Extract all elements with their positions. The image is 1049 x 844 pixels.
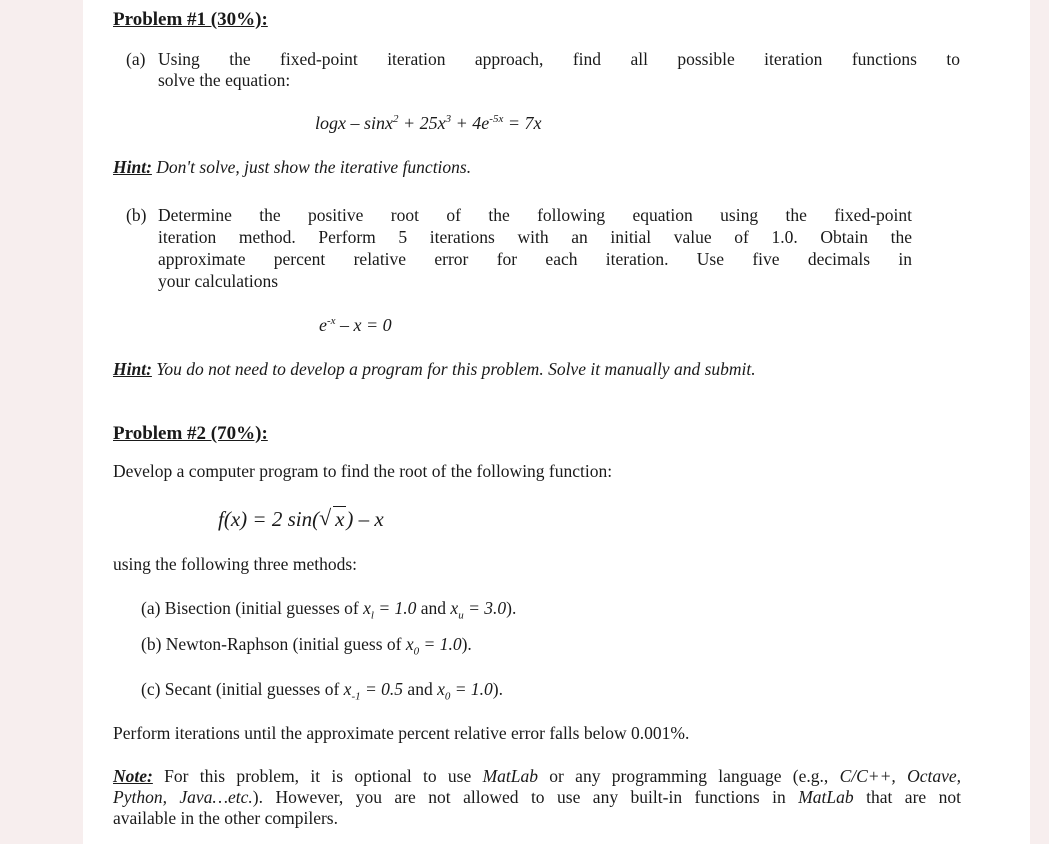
function-definition: f(x) = 2 sin(√ x) – x [218, 507, 384, 532]
part-a-label: (a) [126, 49, 146, 69]
hint-2-label: Hint: [113, 359, 152, 379]
equation-2: $e^{-x} - x = 0$ [319, 315, 392, 335]
part-b-line-3: approximate percent relative error for each iteration. Use five decimals in [158, 249, 912, 269]
note-line-3: available in the other compilers. [113, 808, 338, 828]
part-b-line-2: iteration method. Perform 5 iterations with an initial value of 1.0. Obtain the [158, 227, 912, 247]
part-b-line-1: Determine the positive root of the following equation using the fixed-point [158, 205, 912, 225]
part-a-line-2: solve the equation: [158, 70, 291, 90]
stopping-criterion: Perform iterations until the approximate percent relative error falls below 0.001%. [113, 723, 690, 743]
method-b-newton-raphson: (b) Newton-Raphson (initial guess of $x_0 = 1.0$). [141, 634, 472, 658]
problem-2-intro: Develop a computer program to find the root of the following function: [113, 461, 613, 481]
methods-intro: using the following three methods: [113, 554, 357, 574]
hint-2 [113, 358, 756, 380]
equation-1: $\log x - \sin x^2 + 25x^3 + 4e^{-5x} = 7x$ [315, 113, 542, 133]
problem-2-heading: Problem #2 (70%): [113, 423, 268, 444]
part-b-label: (b) [126, 205, 147, 225]
document-page [83, 0, 1030, 844]
note-line-1: Note: For this problem, it is optional to use MatLab or any programming language (e.g., C/C++, Octave, [113, 766, 961, 786]
note-label: Note: [113, 766, 153, 786]
hint-1-label: Hint: [113, 157, 152, 177]
hint-1-text: Don't solve, just show the iterative functions. [151, 157, 472, 177]
sqrt-symbol: √ x [319, 507, 346, 532]
part-b-line-4: your calculations [158, 271, 279, 291]
part-a-line-1: Using the fixed-point iteration approach, find all possible iteration functions to [158, 49, 960, 69]
hint-2-text: You do not need to develop a program for this problem. Solve it manually and submit. [151, 359, 756, 379]
method-a-bisection: (a) Bisection (initial guesses of $x_l = 1.0$ and $x_u = 3.0$). [141, 598, 517, 622]
problem-1-heading: Problem #1 (30%): [113, 9, 268, 30]
hint-1 [113, 156, 471, 178]
note-line-2: Python, Java…etc.). However, you are not allowed to use any built-in functions in MatLab that are not [113, 787, 961, 807]
method-c-secant: (c) Secant (initial guesses of $x_{-1} = 0.5$ and $x_0 = 1.0$). [141, 679, 503, 703]
